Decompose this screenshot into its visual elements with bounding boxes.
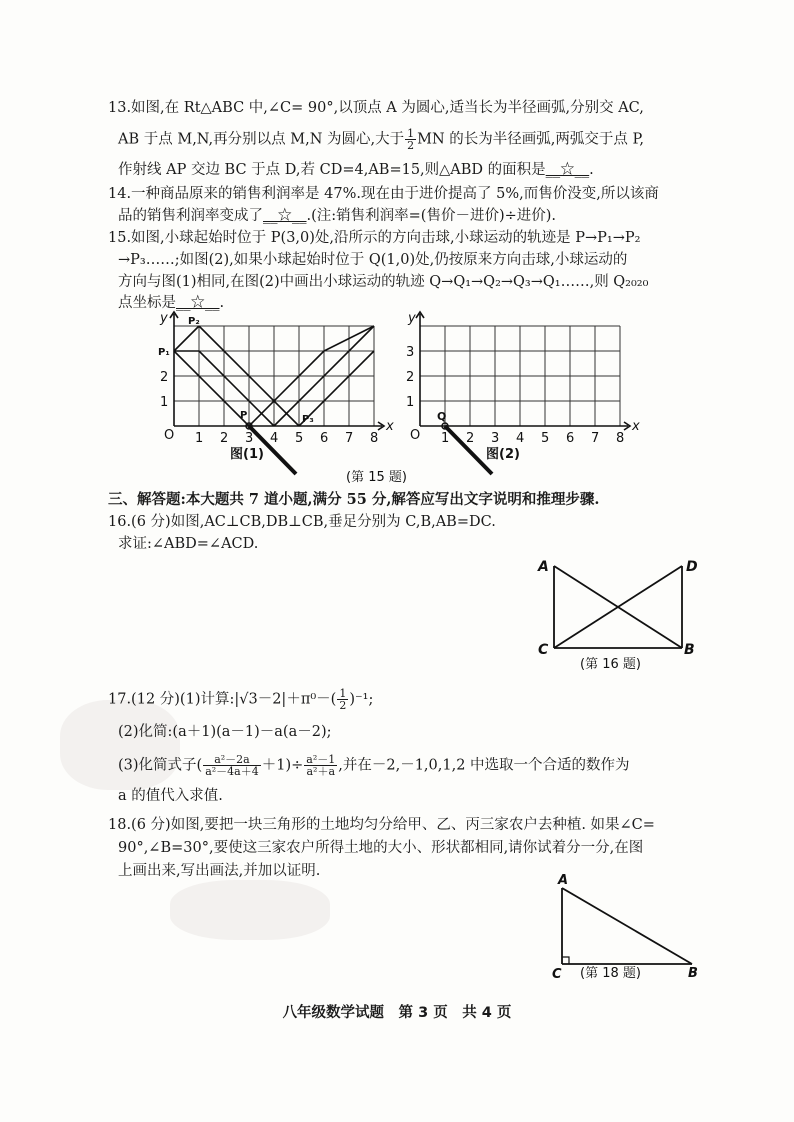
fig16-caption: (第 16 题) [580,657,641,672]
q17-frac3-num: a²－1 [306,753,336,766]
q13-line3-a: 作射线 AP 交边 BC 于点 D,若 CD=4,AB=15,则△ABD 的面积是 [118,162,546,178]
fig1-origin: O [164,428,175,443]
q17-line3-b: ＋1)÷ [261,757,304,774]
fig15-graph1 [158,311,394,474]
q17-line4: a 的值代入求值. [118,788,223,804]
fig18-label-b: B [688,966,698,980]
fig15-graph2 [346,311,640,485]
fig2-x-axis-label: x [632,419,640,434]
fig1-point-p2: P₂ [188,316,200,327]
q13-fraction [405,128,416,151]
fig1-x-tick: 2 [220,431,229,446]
fig16-label-b: B [684,642,695,658]
fig2-x-tick: 3 [491,431,500,446]
q13-line2-a: AB 于点 M,N,再分别以点 M,N 为圆心,大于 [118,131,405,148]
page-footer: 八年级数学试题 第 3 页 共 4 页 [282,1005,512,1021]
q13-line2 [118,128,738,151]
fig2-point-q: Q [437,410,447,423]
fig2-y-tick: 1 [406,395,415,410]
q17-frac2-num: a²－2a [203,754,261,766]
fig15 [150,308,650,488]
q15-line4-a: 点坐标是 [118,295,176,311]
q15-line1: 15.如图,小球起始时位于 P(3,0)处,沿所示的方向击球,小球运动的轨迹是 P→P₁→P₂ [108,230,641,246]
q13-line3-b: . [589,162,594,178]
fig2-origin: O [410,428,421,443]
fig2-y-axis-label: y [408,311,416,326]
q18-line1: 18.(6 分)如图,要把一块三角形的土地均匀分给甲、乙、丙三家农户去种植. 如果∠C= [108,817,655,833]
q13-answer-blank[interactable]: __☆__ [545,162,590,178]
fig1-x-tick: 5 [295,431,304,446]
q17-line1 [108,688,728,711]
q13-line2-b: MN 的长为半径画弧,两弧交于点 P, [417,131,644,148]
q15-line3: 方向与图(1)相同,在图(2)中画出小球运动的轨迹 Q→Q₁→Q₂→Q₃→Q₁……,则 Q₂₀₂₀ [118,274,649,290]
q17-frac1-den: 2 [339,699,347,712]
fig1-point-p1: P₁ [158,347,170,358]
fig1-x-axis-label: x [386,419,394,434]
fig2-axes [416,312,630,430]
fig1-x-tick: 3 [245,431,254,446]
q15-line2: →P₃……;如图(2),如果小球起始时位于 Q(1,0)处,仍按原来方向击球,小球运动的 [118,252,628,268]
fig1-y-tick: 2 [160,370,169,385]
fig16 [534,556,714,676]
q14-answer-blank[interactable]: __☆__ [263,208,307,224]
fig16-label-a: A [538,559,549,575]
fig1-y-axis-label: y [160,311,168,326]
fig1-x-tick: 1 [195,431,204,446]
q17-frac3-den: a²＋a [306,765,336,778]
q14-line2 [118,206,738,226]
fig2-x-tick: 5 [541,431,550,446]
q18-line3: 上画出来,写出画法,并加以证明. [118,863,321,879]
q14-line2-a: 品的销售利润率变成了 [118,208,263,224]
q13-line1: 13.如图,在 Rt△ABC 中,∠C= 90°,以顶点 A 为圆心,适当长为半径画弧,分别交 AC, [108,100,644,116]
q17-line3-c: ,并在－2,－1,0,1,2 中选取一个合适的数作为 [338,757,630,774]
fig18-label-a: A [558,873,569,888]
q17-frac2-den: a²－4a＋4 [205,765,259,778]
fig15-caption: (第 15 题) [346,470,407,485]
fig2-x-tick: 4 [516,431,525,446]
fig2-x-tick: 7 [591,431,600,446]
q17-fraction-2 [203,754,261,777]
q17-frac1-num: 1 [339,687,347,700]
fig2-x-tick: 6 [566,431,575,446]
q17-line1-a: 17.(12 分)(1)计算:|√3－2|＋π⁰－( [108,691,337,708]
q17-fraction-3 [304,754,337,777]
fig1-y-tick: 1 [160,395,169,410]
fig2-y-tick: 3 [406,345,415,360]
fig2-label: 图(2) [486,447,520,462]
fig16-label-d: D [686,559,698,575]
q15-answer-blank[interactable]: __☆__ [176,295,220,311]
fig2-x-tick: 2 [466,431,475,446]
q13-line3 [118,160,738,180]
fig1-x-tick: 6 [320,431,329,446]
fig18-caption: (第 18 题) [580,966,641,980]
q17-line3 [118,754,738,777]
q15-line4-b: . [219,295,225,311]
q14-line1: 14.一种商品原来的销售利润率是 47%.现在由于进价提高了 5%,而售价没变,所以该商 [108,186,659,202]
fig2-y-tick: 2 [406,370,415,385]
q16-line2: 求证:∠ABD=∠ACD. [118,536,259,552]
q16-line1: 16.(6 分)如图,AC⊥CB,DB⊥CB,垂足分别为 C,B,AB=DC. [108,514,496,530]
q17-line2: (2)化简:(a＋1)(a－1)－a(a－2); [118,724,332,740]
q17-line3-a: (3)化简式子( [118,757,203,774]
scan-smudge [170,880,330,940]
fig1-x-tick: 8 [370,431,379,446]
fig1-point-p3: P₃ [302,414,314,425]
q13-frac-den: 2 [407,139,415,152]
q17-fraction-half [337,688,348,711]
q17-line1-b: )⁻¹; [349,691,374,708]
q13-frac-num: 1 [407,127,415,140]
fig16-label-c: C [538,642,549,658]
fig1-x-tick: 7 [345,431,354,446]
fig2-x-tick: 8 [616,431,625,446]
fig2-x-tick: 1 [441,431,450,446]
fig18 [548,870,708,980]
fig1-x-tick: 4 [270,431,279,446]
q18-line2: 90°,∠B=30°,要使这三家农户所得土地的大小、形状都相同,请你试着分一分,在图 [118,840,644,856]
section3-heading: 三、解答题:本大题共 7 道小题,满分 55 分,解答应写出文字说明和推理步骤. [108,491,600,508]
fig1-point-p: P [240,410,248,421]
q14-line2-b: .(注:销售利润率=(售价－进价)÷进价). [306,208,557,224]
fig1-label: 图(1) [230,447,264,462]
fig18-label-c: C [552,967,562,980]
